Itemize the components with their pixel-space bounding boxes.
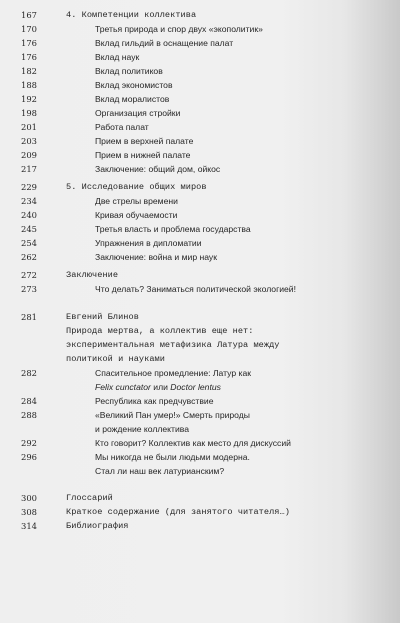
page-number: 273 [21,284,37,294]
toc-row [0,310,400,324]
toc-row [0,464,400,478]
toc-row [0,222,400,236]
section-title: Вклад гильдий в оснащение палат [95,38,234,48]
toc-row [0,36,400,50]
section-title: Прием в верхней палате [95,136,194,146]
toc-row [0,450,400,464]
page-number: 229 [21,182,37,192]
section-title: Организация стройки [95,108,181,118]
toc-row [0,352,400,366]
latin-phrase: Felix cunctator [95,382,151,392]
chapter-title: экспериментальная метафизика Латура между [66,340,280,350]
section-title [95,380,221,394]
toc-row [0,491,400,505]
toc-row [0,394,400,408]
page-number: 192 [21,94,37,104]
page-number: 201 [21,122,37,132]
page-number: 292 [21,438,37,448]
toc-row [0,64,400,78]
chapter-title: Глоссарий [66,493,113,503]
toc-row [0,78,400,92]
toc-row [0,380,400,394]
page-number: 203 [21,136,37,146]
page-number: 282 [21,368,37,378]
page-number: 234 [21,196,37,206]
section-title: и рождение коллектива [95,424,190,434]
section-title: Третья природа и спор двух «экополитик» [95,24,263,34]
section-title: Стал ли наш век латурианским? [95,466,225,476]
toc-row [0,268,400,282]
toc-row [0,250,400,264]
chapter-title: Заключение [66,270,119,280]
toc-row [0,519,400,533]
author-name: Евгений Блинов [66,312,139,322]
toc-row [0,422,400,436]
section-title: Вклад политиков [95,66,163,76]
toc-row [0,236,400,250]
chapter-title: Краткое содержание (для занятого читателя…) [66,507,290,517]
section-title: Вклад наук [95,52,140,62]
page-number: 272 [21,270,37,280]
page-number: 288 [21,410,37,420]
toc-row [0,505,400,519]
page-number: 188 [21,80,37,90]
latin-phrase: Doctor lentus [170,382,221,392]
page-number: 198 [21,108,37,118]
page-number: 170 [21,24,37,34]
toc-row [0,180,400,194]
page-number: 281 [21,312,37,322]
section-title: Заключение: война и мир наук [95,252,217,262]
page-number: 245 [21,224,37,234]
toc-row [0,436,400,450]
page-number: 167 [21,10,37,20]
page-number: 240 [21,210,37,220]
page-number: 254 [21,238,37,248]
section-title: Республика как предчувствие [95,396,214,406]
chapter-title: 4. Компетенции коллектива [66,10,197,20]
section-title: Кто говорит? Коллектив как место для дискуссий [95,438,291,448]
toc-row [0,208,400,222]
section-title: Упражнения в дипломатии [95,238,202,248]
toc-row [0,134,400,148]
page-number: 209 [21,150,37,160]
page-number: 314 [21,521,37,531]
page-number: 176 [21,52,37,62]
chapter-title: Библиография [66,521,129,531]
toc-row [0,92,400,106]
toc-row [0,22,400,36]
conjunction: или [150,382,171,392]
section-title: Прием в нижней палате [95,150,191,160]
toc-row [0,194,400,208]
page-number: 284 [21,396,37,406]
toc-row [0,366,400,380]
page-number: 296 [21,452,37,462]
page-number: 262 [21,252,37,262]
page-number: 300 [21,493,37,503]
section-title: Вклад моралистов [95,94,170,104]
toc-row [0,162,400,176]
section-title: «Великий Пан умер!» Смерть природы [95,410,250,420]
toc-row [0,324,400,338]
section-title: Третья власть и проблема государства [95,224,251,234]
toc-row [0,408,400,422]
section-title: Что делать? Заниматься политической экологией! [95,284,296,294]
section-title: Мы никогда не были людьми модерна. [95,452,250,462]
toc-row [0,148,400,162]
section-title: Две стрелы времени [95,196,178,206]
section-title: Кривая обучаемости [95,210,178,220]
toc-row [0,50,400,64]
section-title: Заключение: общий дом, ойкос [95,164,221,174]
page-number: 217 [21,164,37,174]
toc-row [0,282,400,296]
chapter-title: 5. Исследование общих миров [66,182,207,192]
section-title: Спасительное промедление: Латур как [95,368,251,378]
section-title: Вклад экономистов [95,80,173,90]
toc-row [0,8,400,22]
page-number: 182 [21,66,37,76]
chapter-title: Природа мертва, а коллектив еще нет: [66,326,254,336]
toc-row [0,120,400,134]
chapter-title: политикой и науками [66,354,165,364]
page-number: 308 [21,507,37,517]
toc-row [0,338,400,352]
section-title: Работа палат [95,122,149,132]
toc-row [0,106,400,120]
page-number: 176 [21,38,37,48]
